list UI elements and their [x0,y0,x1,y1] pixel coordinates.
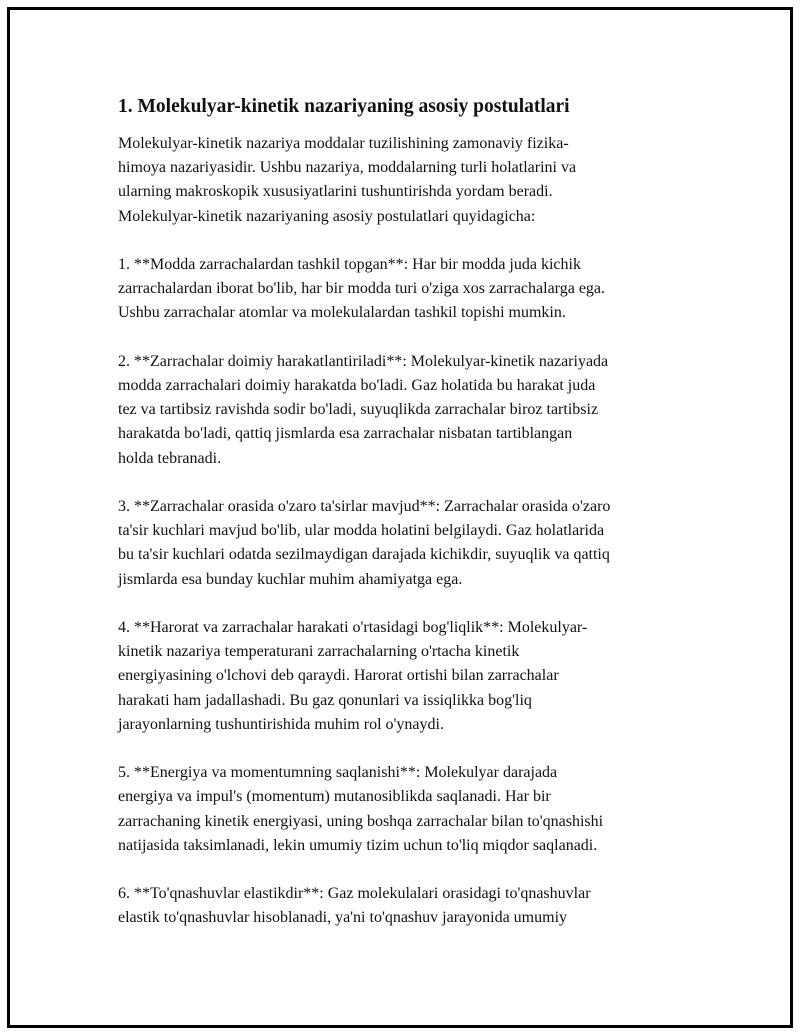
text-line: Ushbu zarrachalar atomlar va molekulalardan tashkil topishi mumkin. [118,304,566,322]
text-line: 6. **To'qnashuvlar elastikdir**: Gaz molekulalari orasidagi to'qnashuvlar [118,885,591,903]
text-line: harakati ham jadallashadi. Bu gaz qonunlari va issiqlikka bog'liq [118,691,532,709]
text-line: jarayonlarning tushuntirishida muhim rol o'ynaydi. [118,715,444,733]
text-line: 2. **Zarrachalar doimiy harakatlantiriladi**: Molekulyar-kinetik nazariyada [118,352,609,370]
text-line: tez va tartibsiz ravishda sodir bo'ladi, suyuqlikda zarrachalar biroz tartibsiz [118,401,599,419]
text-line: kinetik nazariya temperaturani zarrachalarning o'rtacha kinetik [118,643,520,661]
text-line: 1. **Modda zarrachalardan tashkil topgan**: Har bir modda juda kichik [118,256,581,273]
postulate-3-paragraph [118,495,678,592]
intro-paragraph [118,132,678,229]
text-line: natijasida taksimlanadi, lekin umumiy tizim uchun to'liq miqdor saqlanadi. [118,836,598,854]
document-body [118,94,678,955]
text-line: himoya nazariyasidir. Ushbu nazariya, moddalarning turli holatlarini va [118,159,577,177]
postulate-6-paragraph [118,882,678,930]
text-line: jismlarda esa bunday kuchlar muhim ahamiyatga ega. [118,570,463,588]
text-line: ularning makroskopik xususiyatlarini tushuntirishda yordam beradi. [118,183,553,201]
text-line: holda tebranadi. [118,449,222,467]
text-line: bu ta'sir kuchlari odatda sezilmaydigan darajada kichikdir, suyuqlik va qattiq [118,546,610,564]
postulate-4-paragraph [118,616,678,737]
postulate-5-paragraph [118,761,678,858]
postulate-1-paragraph [118,253,678,326]
postulate-2-paragraph [118,350,678,471]
text-line: harakatda bo'ladi, qattiq jismlarda esa zarrachalar nisbatan tartiblangan [118,425,573,443]
text-line: 4. **Harorat va zarrachalar harakati o'rtasidagi bog'liqlik**: Molekulyar- [118,619,588,636]
text-line: energiya va impul's (momentum) mutanosiblikda saqlanadi. Har bir [118,788,551,806]
text-line: 3. **Zarrachalar orasida o'zaro ta'sirlar mavjud**: Zarrachalar orasida o'zaro [118,498,611,515]
text-line: modda zarrachalari doimiy harakatda bo'ladi. Gaz holatida bu harakat juda [118,377,596,394]
text-line: elastik to'qnashuvlar hisoblanadi, ya'ni to'qnashuv jarayonida umumiy [118,909,568,927]
text-line: energiyasining o'lchovi deb qaraydi. Harorat ortishi bilan zarrachalar [118,667,559,685]
text-line: Molekulyar-kinetik nazariya moddalar tuzilishining zamonaviy fizika- [118,135,569,152]
text-line: 5. **Energiya va momentumning saqlanishi**: Molekulyar darajada [118,764,558,782]
text-line: zarrachaning kinetik energiyasi, uning boshqa zarrachalar bilan to'qnashishi [118,812,604,830]
text-line: Molekulyar-kinetik nazariyaning asosiy postulatlari quyidagicha: [118,207,536,225]
section-heading: 1. Molekulyar-kinetik nazariyaning asosiy postulatlari [118,96,570,117]
text-line: zarrachalardan iborat bo'lib, har bir modda turi o'ziga xos zarrachalarga ega. [118,280,606,298]
text-line: ta'sir kuchlari mavjud bo'lib, ular modda holatini belgilaydi. Gaz holatlarida [118,522,605,540]
